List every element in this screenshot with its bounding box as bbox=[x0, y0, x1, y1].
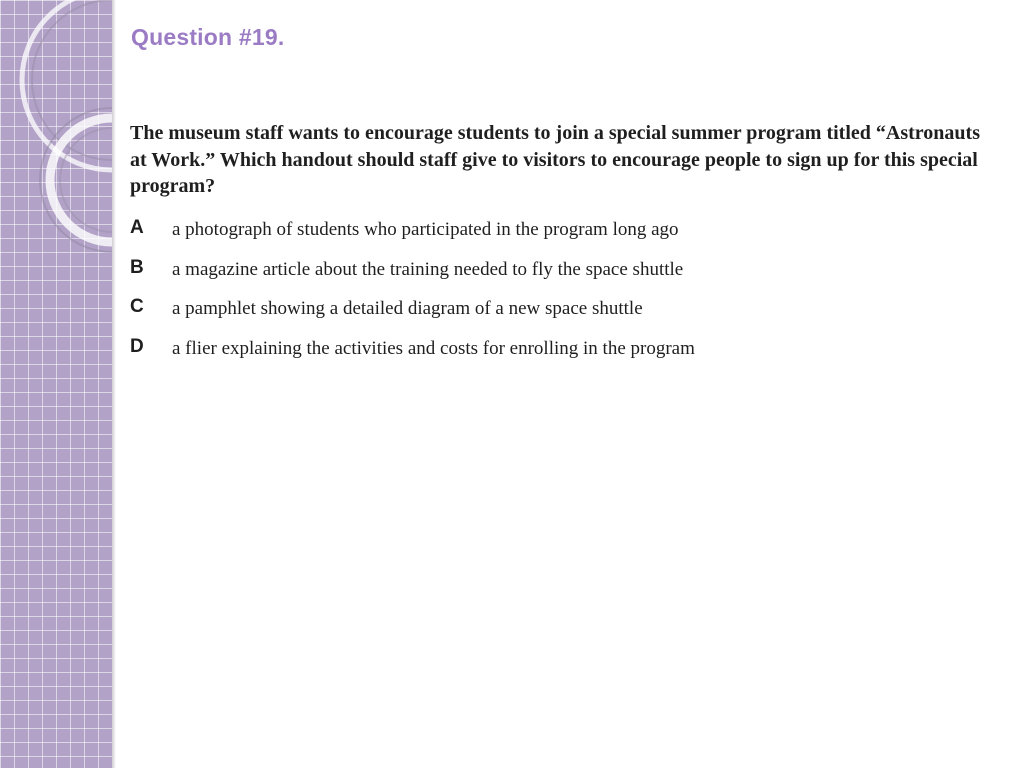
choice-d bbox=[130, 334, 1000, 374]
choice-text: a flier explaining the activities and costs for enrolling in the program bbox=[172, 337, 695, 359]
answer-choices bbox=[130, 215, 1000, 373]
choice-letter: B bbox=[130, 256, 144, 278]
question-text: The museum staff wants to encourage students to join a special summer program titled “Astronauts at Work.” Which handout should staff give to visitors to encourage people to sign up for this special program? bbox=[130, 122, 980, 197]
decorative-rings-icon bbox=[0, 0, 112, 768]
sidebar-shadow bbox=[112, 0, 116, 768]
choice-letter: D bbox=[130, 335, 144, 357]
choice-c bbox=[130, 294, 1000, 334]
choice-text: a magazine article about the training needed to fly the space shuttle bbox=[172, 258, 684, 280]
decorative-sidebar bbox=[0, 0, 112, 768]
choice-text: a pamphlet showing a detailed diagram of a new space shuttle bbox=[172, 298, 643, 319]
choice-text: a photograph of students who participated in the program long ago bbox=[172, 219, 679, 240]
choice-a bbox=[130, 215, 1000, 255]
choice-letter: A bbox=[130, 217, 144, 238]
question-title: Question #19. bbox=[131, 24, 285, 50]
choice-letter: C bbox=[130, 296, 144, 317]
choice-b bbox=[130, 255, 1000, 295]
